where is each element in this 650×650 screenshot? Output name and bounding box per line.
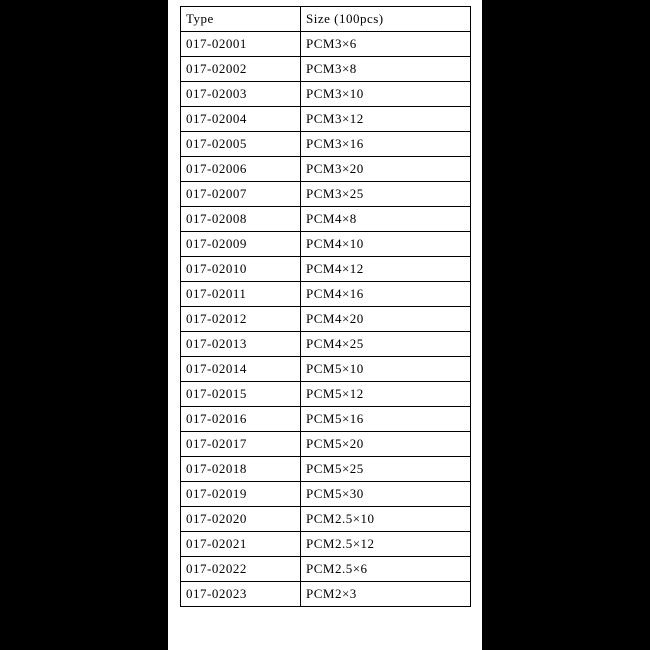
cell-type: 017-02016 xyxy=(181,407,301,432)
table-row xyxy=(181,507,471,532)
table-row xyxy=(181,182,471,207)
cell-size: PCM3×25 xyxy=(301,182,471,207)
column-header: Size (100pcs) xyxy=(301,7,471,32)
cell-size: PCM3×20 xyxy=(301,157,471,182)
cell-size: PCM5×16 xyxy=(301,407,471,432)
cell-type: 017-02003 xyxy=(181,82,301,107)
table-row xyxy=(181,207,471,232)
cell-size: PCM5×10 xyxy=(301,357,471,382)
table-row xyxy=(181,332,471,357)
table-row xyxy=(181,307,471,332)
cell-size: PCM5×20 xyxy=(301,432,471,457)
cell-type: 017-02019 xyxy=(181,482,301,507)
cell-type: 017-02015 xyxy=(181,382,301,407)
table-row xyxy=(181,132,471,157)
table-body xyxy=(181,7,471,607)
cell-type: 017-02018 xyxy=(181,457,301,482)
cell-type: 017-02012 xyxy=(181,307,301,332)
cell-size: PCM5×25 xyxy=(301,457,471,482)
spec-sheet xyxy=(168,0,482,650)
table-row xyxy=(181,157,471,182)
table-row xyxy=(181,57,471,82)
table-row xyxy=(181,257,471,282)
table-row xyxy=(181,432,471,457)
table-row xyxy=(181,582,471,607)
cell-type: 017-02011 xyxy=(181,282,301,307)
cell-size: PCM2.5×10 xyxy=(301,507,471,532)
cell-size: PCM4×16 xyxy=(301,282,471,307)
cell-size: PCM4×12 xyxy=(301,257,471,282)
table-row xyxy=(181,532,471,557)
column-header: Type xyxy=(181,7,301,32)
cell-size: PCM4×20 xyxy=(301,307,471,332)
cell-size: PCM2.5×12 xyxy=(301,532,471,557)
cell-type: 017-02001 xyxy=(181,32,301,57)
cell-type: 017-02014 xyxy=(181,357,301,382)
table-row xyxy=(181,482,471,507)
table-row xyxy=(181,82,471,107)
table-row xyxy=(181,382,471,407)
cell-type: 017-02005 xyxy=(181,132,301,157)
cell-size: PCM4×8 xyxy=(301,207,471,232)
table-row xyxy=(181,232,471,257)
table-header-row xyxy=(181,7,471,32)
table-row xyxy=(181,357,471,382)
table-row xyxy=(181,407,471,432)
cell-size: PCM3×16 xyxy=(301,132,471,157)
table-row xyxy=(181,32,471,57)
cell-type: 017-02010 xyxy=(181,257,301,282)
cell-type: 017-02008 xyxy=(181,207,301,232)
cell-type: 017-02017 xyxy=(181,432,301,457)
cell-size: PCM3×8 xyxy=(301,57,471,82)
cell-type: 017-02006 xyxy=(181,157,301,182)
cell-size: PCM5×30 xyxy=(301,482,471,507)
table-row xyxy=(181,107,471,132)
table-row xyxy=(181,457,471,482)
cell-size: PCM3×10 xyxy=(301,82,471,107)
cell-type: 017-02021 xyxy=(181,532,301,557)
cell-size: PCM4×10 xyxy=(301,232,471,257)
cell-size: PCM4×25 xyxy=(301,332,471,357)
cell-type: 017-02020 xyxy=(181,507,301,532)
cell-type: 017-02004 xyxy=(181,107,301,132)
cell-size: PCM2×3 xyxy=(301,582,471,607)
cell-type: 017-02022 xyxy=(181,557,301,582)
cell-type: 017-02023 xyxy=(181,582,301,607)
cell-size: PCM2.5×6 xyxy=(301,557,471,582)
cell-type: 017-02007 xyxy=(181,182,301,207)
table-row xyxy=(181,282,471,307)
cell-size: PCM3×6 xyxy=(301,32,471,57)
table-row xyxy=(181,557,471,582)
cell-type: 017-02009 xyxy=(181,232,301,257)
cell-type: 017-02013 xyxy=(181,332,301,357)
cell-size: PCM3×12 xyxy=(301,107,471,132)
cell-type: 017-02002 xyxy=(181,57,301,82)
cell-size: PCM5×12 xyxy=(301,382,471,407)
specification-table xyxy=(180,6,471,607)
